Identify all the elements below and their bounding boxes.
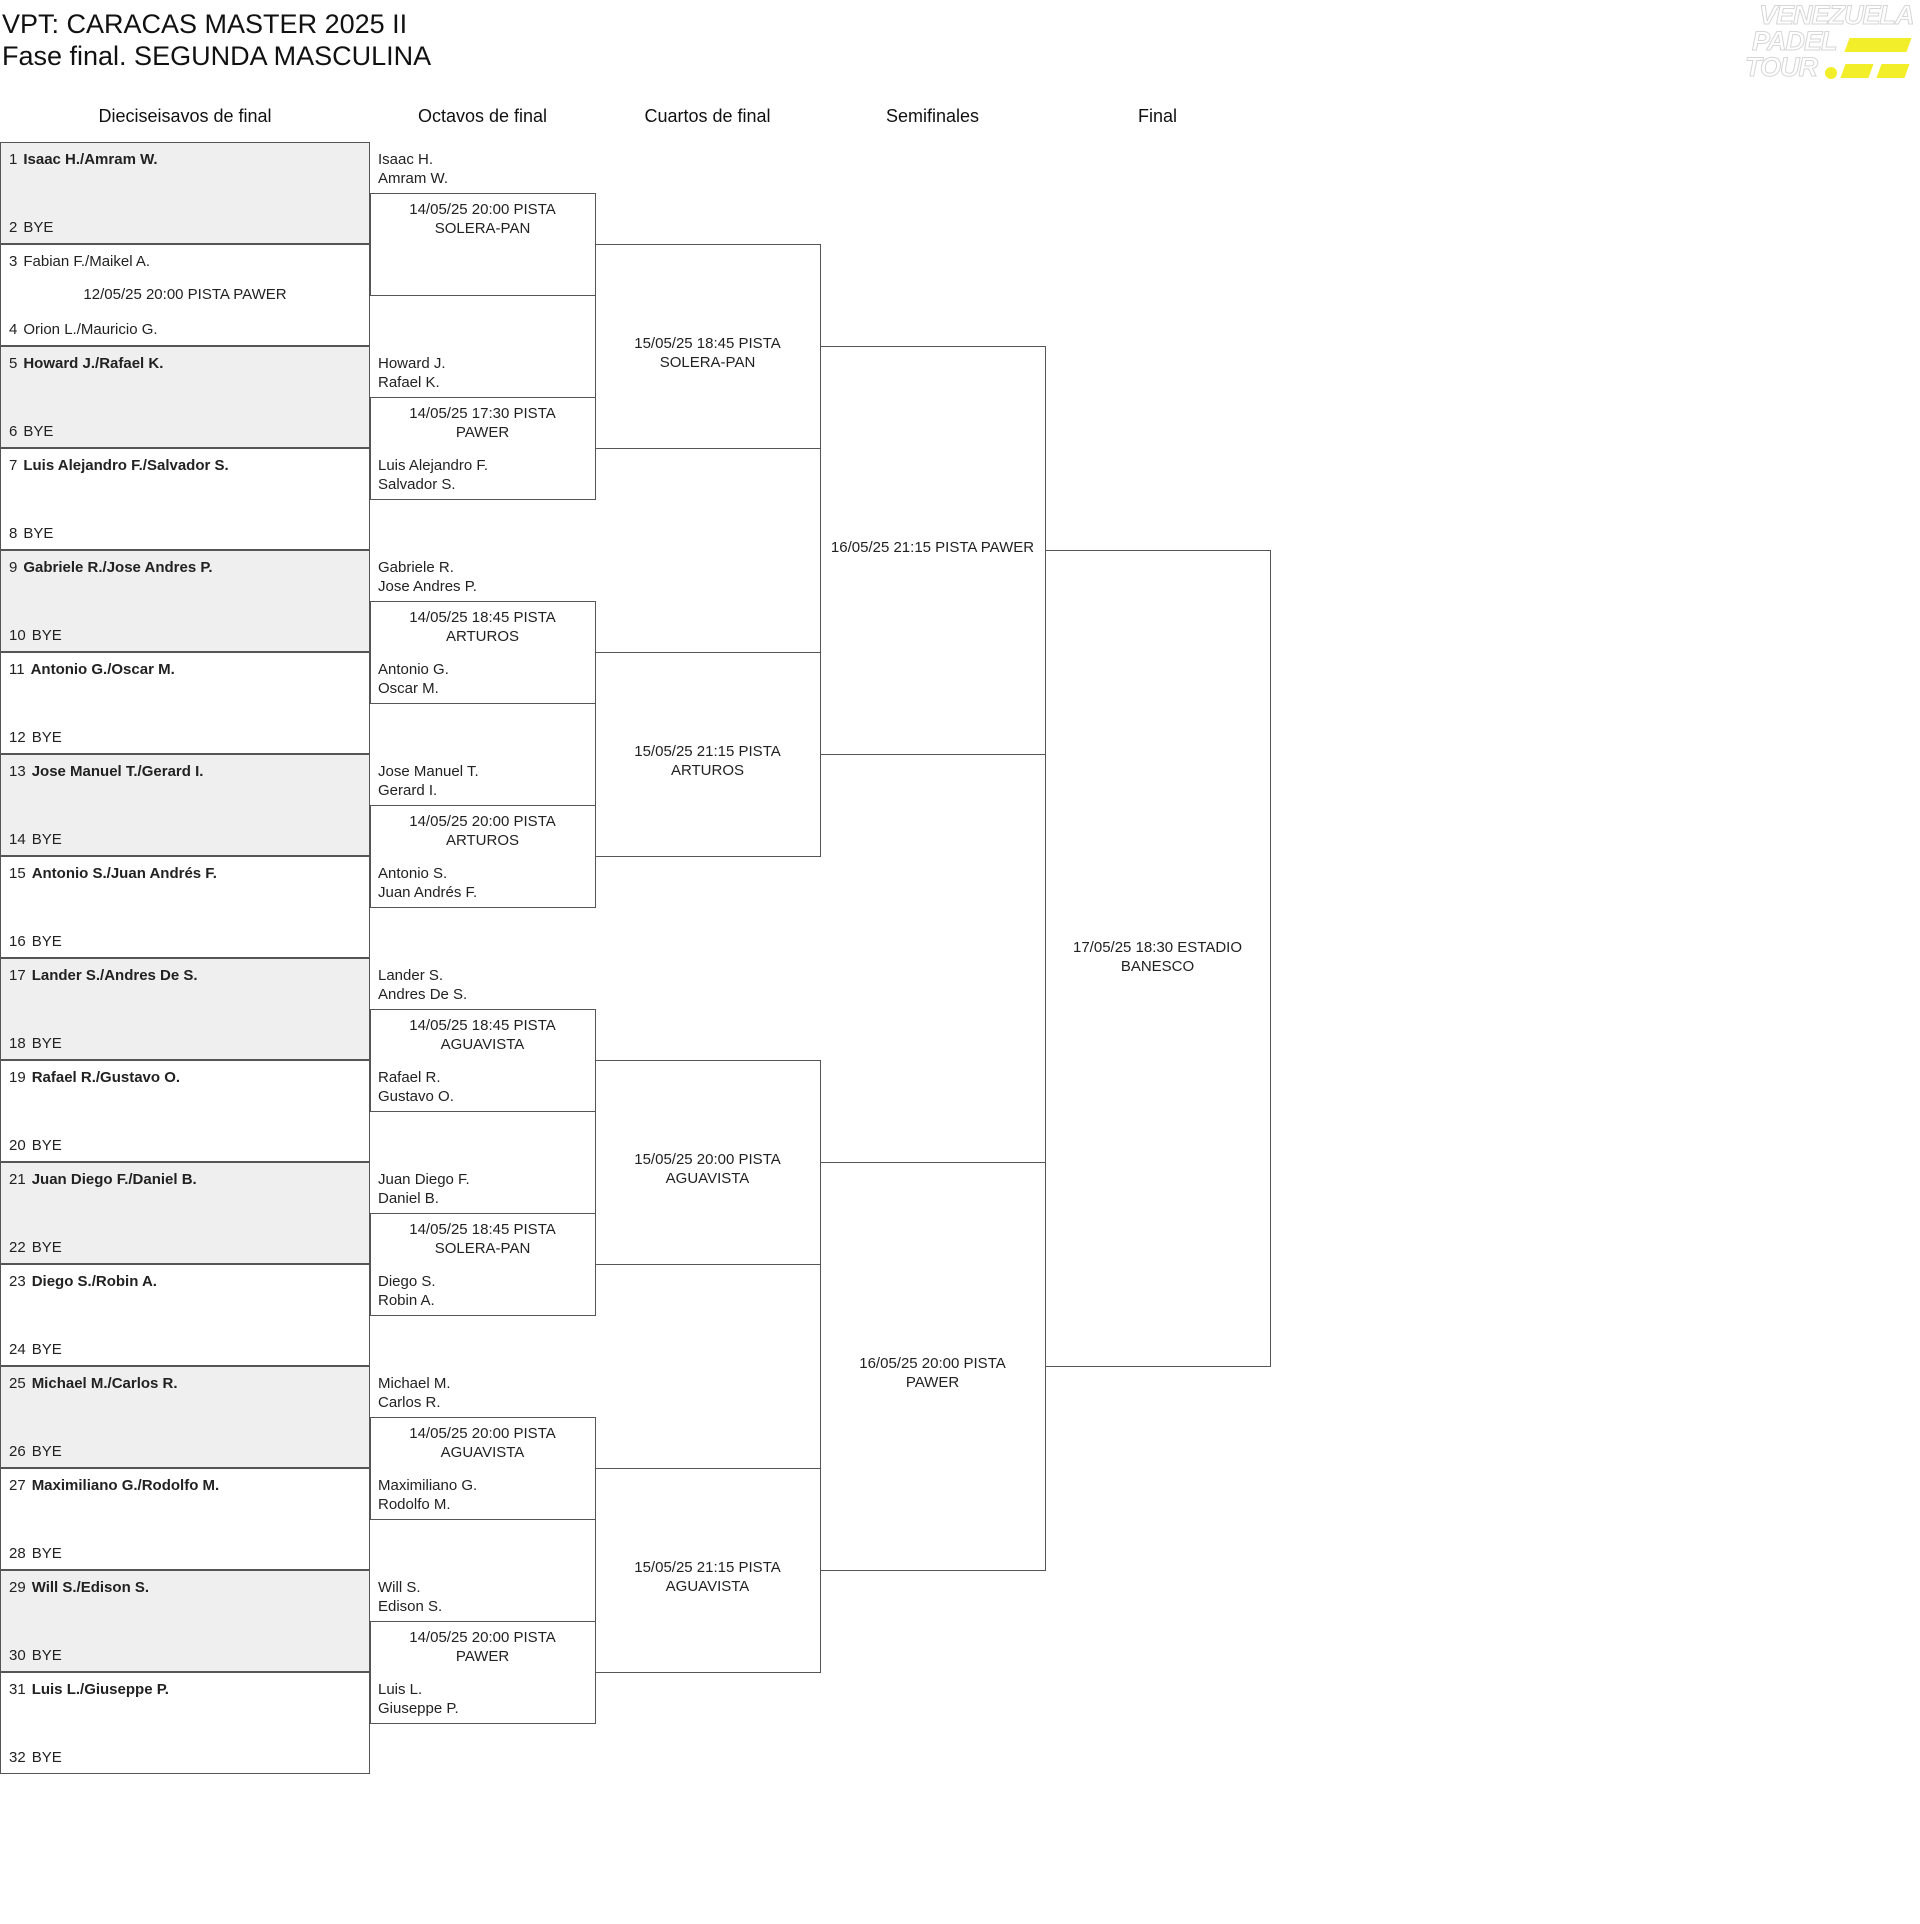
team-name: Antonio S./Juan Andrés F. bbox=[31, 865, 217, 882]
player-name: Carlos R. bbox=[378, 1394, 441, 1411]
seed-number: 32 bbox=[9, 1749, 26, 1766]
team-name: Fabian F./Maikel A. bbox=[23, 253, 151, 270]
team-slot-bottom bbox=[9, 1035, 62, 1053]
team-slot-bottom bbox=[9, 1443, 62, 1461]
schedule-line: 14/05/25 20:00 PISTA bbox=[409, 1425, 556, 1442]
r16-team-entry bbox=[378, 1578, 442, 1616]
match-schedule bbox=[370, 200, 595, 238]
team-name: Isaac H./Amram W. bbox=[23, 151, 158, 168]
team-slot-bottom bbox=[9, 1341, 62, 1359]
seed-number: 29 bbox=[9, 1579, 26, 1596]
schedule-line: SOLERA-PAN bbox=[434, 220, 531, 237]
r32-match-box bbox=[0, 652, 370, 754]
team-slot-top bbox=[9, 457, 229, 475]
player-name: Salvador S. bbox=[378, 476, 456, 493]
seed-number: 11 bbox=[9, 661, 25, 678]
team-slot-bottom bbox=[9, 627, 62, 645]
seed-number: 23 bbox=[9, 1273, 26, 1290]
seed-number: 4 bbox=[9, 321, 18, 338]
team-name: BYE bbox=[31, 831, 62, 848]
team-name: BYE bbox=[31, 933, 62, 950]
player-name: Will S. bbox=[378, 1579, 421, 1596]
match-schedule bbox=[820, 538, 1045, 557]
seed-number: 16 bbox=[9, 933, 26, 950]
team-name: Orion L./Mauricio G. bbox=[23, 321, 158, 338]
team-slot-top bbox=[9, 1069, 180, 1087]
team-name: Will S./Edison S. bbox=[31, 1579, 150, 1596]
team-slot-top bbox=[9, 253, 150, 271]
player-name: Isaac H. bbox=[378, 151, 434, 168]
schedule-line: 14/05/25 18:45 PISTA bbox=[409, 1017, 556, 1034]
r16-team-entry bbox=[378, 966, 467, 1004]
r32-match-box bbox=[0, 1672, 370, 1774]
team-name: Juan Diego F./Daniel B. bbox=[31, 1171, 197, 1188]
player-name: Gustavo O. bbox=[378, 1088, 454, 1105]
team-name: Michael M./Carlos R. bbox=[31, 1375, 178, 1392]
team-slot-top bbox=[9, 1579, 149, 1597]
r32-match-box bbox=[0, 856, 370, 958]
player-name: Amram W. bbox=[378, 170, 448, 187]
r32-match-box bbox=[0, 244, 370, 346]
seed-number: 17 bbox=[9, 967, 26, 984]
schedule-line: 14/05/25 18:45 PISTA bbox=[409, 1221, 556, 1238]
schedule-line: AGUAVISTA bbox=[440, 1036, 525, 1053]
r32-match-box bbox=[0, 754, 370, 856]
seed-number: 25 bbox=[9, 1375, 26, 1392]
seed-number: 10 bbox=[9, 627, 26, 644]
player-name: Howard J. bbox=[378, 355, 446, 372]
r16-team-entry bbox=[378, 558, 477, 596]
schedule-line: 15/05/25 18:45 PISTA bbox=[634, 335, 781, 352]
logo-line: TOUR bbox=[1745, 52, 1818, 82]
seed-number: 14 bbox=[9, 831, 26, 848]
r32-match-box bbox=[0, 550, 370, 652]
team-name: BYE bbox=[23, 423, 54, 440]
team-slot-bottom bbox=[9, 423, 53, 441]
r16-team-entry bbox=[378, 354, 446, 392]
seed-number: 27 bbox=[9, 1477, 26, 1494]
team-slot-bottom bbox=[9, 729, 62, 747]
player-name: Giuseppe P. bbox=[378, 1700, 459, 1717]
seed-number: 24 bbox=[9, 1341, 26, 1358]
round-header-r16: Octavos de final bbox=[417, 106, 548, 126]
team-name: Jose Manuel T./Gerard I. bbox=[31, 763, 204, 780]
team-name: BYE bbox=[31, 1647, 62, 1664]
r32-match-box bbox=[0, 1162, 370, 1264]
seed-number: 30 bbox=[9, 1647, 26, 1664]
team-name: BYE bbox=[23, 525, 54, 542]
logo-accent-bar bbox=[1844, 38, 1911, 52]
schedule-line: SOLERA-PAN bbox=[659, 354, 756, 371]
schedule-line: 15/05/25 20:00 PISTA bbox=[634, 1151, 781, 1168]
schedule-line: 15/05/25 21:15 PISTA bbox=[634, 743, 781, 760]
seed-number: 22 bbox=[9, 1239, 26, 1256]
schedule-line: 14/05/25 20:00 PISTA bbox=[409, 201, 556, 218]
r32-match-box bbox=[0, 1570, 370, 1672]
round-header-r32: Dieciseisavos de final bbox=[98, 106, 272, 126]
seed-number: 6 bbox=[9, 423, 18, 440]
team-slot-bottom bbox=[9, 1647, 62, 1665]
team-slot-bottom bbox=[9, 1239, 62, 1257]
schedule-line: 14/05/25 18:45 PISTA bbox=[409, 609, 556, 626]
player-name: Lander S. bbox=[378, 967, 444, 984]
match-schedule bbox=[370, 812, 595, 850]
logo-accent-bar bbox=[1840, 64, 1873, 78]
team-name: BYE bbox=[31, 1341, 62, 1358]
match-schedule bbox=[1045, 938, 1270, 976]
page-title: VPT: CARACAS MASTER 2025 II bbox=[2, 9, 408, 39]
schedule-line: 16/05/25 21:15 PISTA PAWER bbox=[830, 539, 1035, 556]
team-name: BYE bbox=[31, 729, 62, 746]
seed-number: 1 bbox=[9, 151, 18, 168]
player-name: Maximiliano G. bbox=[378, 1477, 478, 1494]
seed-number: 19 bbox=[9, 1069, 26, 1086]
round-header-final: Final bbox=[1137, 106, 1177, 126]
player-name: Luis Alejandro F. bbox=[378, 457, 489, 474]
team-name: BYE bbox=[31, 1239, 62, 1256]
round-header-qf: Cuartos de final bbox=[644, 106, 771, 126]
team-slot-bottom bbox=[9, 321, 158, 339]
team-slot-bottom bbox=[9, 219, 53, 237]
team-slot-bottom bbox=[9, 525, 53, 543]
seed-number: 2 bbox=[9, 219, 18, 236]
team-name: Gabriele R./Jose Andres P. bbox=[23, 559, 213, 576]
round-header-sf: Semifinales bbox=[885, 106, 980, 126]
seed-number: 26 bbox=[9, 1443, 26, 1460]
team-slot-bottom bbox=[9, 831, 62, 849]
team-name: BYE bbox=[31, 1749, 62, 1766]
r32-match-box bbox=[0, 958, 370, 1060]
player-name: Oscar M. bbox=[378, 680, 439, 697]
team-name: Luis Alejandro F./Salvador S. bbox=[23, 457, 229, 474]
schedule-line: 14/05/25 20:00 PISTA bbox=[409, 1629, 556, 1646]
match-schedule bbox=[820, 1354, 1045, 1392]
seed-number: 15 bbox=[9, 865, 26, 882]
schedule-line: 14/05/25 17:30 PISTA bbox=[409, 405, 556, 422]
r32-match-box bbox=[0, 1366, 370, 1468]
seed-number: 21 bbox=[9, 1171, 26, 1188]
team-name: Luis L./Giuseppe P. bbox=[31, 1681, 169, 1698]
team-name: BYE bbox=[31, 1035, 62, 1052]
schedule-line: ARTUROS bbox=[445, 628, 520, 645]
schedule-line: AGUAVISTA bbox=[665, 1578, 750, 1595]
player-name: Diego S. bbox=[378, 1273, 436, 1290]
schedule-line: PAWER bbox=[455, 424, 510, 441]
seed-number: 5 bbox=[9, 355, 18, 372]
match-schedule bbox=[595, 1558, 820, 1596]
team-slot-top bbox=[9, 1477, 219, 1495]
seed-number: 18 bbox=[9, 1035, 26, 1052]
r32-match-box bbox=[0, 1468, 370, 1570]
player-name: Juan Andrés F. bbox=[378, 884, 478, 901]
player-name: Juan Diego F. bbox=[378, 1171, 470, 1188]
player-name: Gerard I. bbox=[378, 782, 438, 799]
schedule-line: 16/05/25 20:00 PISTA bbox=[859, 1355, 1006, 1372]
r32-match-box bbox=[0, 142, 370, 244]
player-name: Gabriele R. bbox=[378, 559, 454, 576]
logo-line: VENEZUELA bbox=[1759, 0, 1914, 30]
team-name: Maximiliano G./Rodolfo M. bbox=[31, 1477, 220, 1494]
team-slot-top bbox=[9, 967, 198, 985]
r32-match-box bbox=[0, 1264, 370, 1366]
schedule-line: 15/05/25 21:15 PISTA bbox=[634, 1559, 781, 1576]
match-schedule bbox=[370, 1016, 595, 1054]
seed-number: 3 bbox=[9, 253, 18, 270]
player-name: Jose Manuel T. bbox=[378, 763, 479, 780]
seed-number: 13 bbox=[9, 763, 26, 780]
schedule-line: ARTUROS bbox=[670, 762, 745, 779]
player-name: Antonio S. bbox=[378, 865, 448, 882]
seed-number: 28 bbox=[9, 1545, 26, 1562]
player-name: Antonio G. bbox=[378, 661, 449, 678]
player-name: Andres De S. bbox=[378, 986, 468, 1003]
match-schedule: 12/05/25 20:00 PISTA PAWER bbox=[83, 286, 287, 303]
schedule-line: ARTUROS bbox=[445, 832, 520, 849]
schedule-line: PAWER bbox=[905, 1374, 960, 1391]
team-name: BYE bbox=[23, 219, 54, 236]
logo-accent-dot bbox=[1825, 67, 1837, 79]
match-schedule bbox=[370, 1220, 595, 1258]
team-slot-top bbox=[9, 1375, 178, 1393]
player-name: Rafael K. bbox=[378, 374, 440, 391]
logo-line: PADEL bbox=[1752, 26, 1837, 56]
logo-accent-bar bbox=[1876, 64, 1909, 78]
team-name: Rafael R./Gustavo O. bbox=[31, 1069, 181, 1086]
team-slot-bottom bbox=[9, 933, 62, 951]
team-name: Diego S./Robin A. bbox=[31, 1273, 157, 1290]
team-slot-top bbox=[9, 151, 158, 169]
schedule-line: 14/05/25 20:00 PISTA bbox=[409, 813, 556, 830]
r16-team-entry bbox=[378, 150, 448, 188]
match-schedule bbox=[370, 404, 595, 442]
team-slot-bottom bbox=[9, 1749, 62, 1767]
team-name: Howard J./Rafael K. bbox=[23, 355, 164, 372]
team-slot-bottom bbox=[9, 1545, 62, 1563]
team-slot-top bbox=[9, 1273, 157, 1291]
team-slot-top bbox=[9, 763, 203, 781]
player-name: Rafael R. bbox=[378, 1069, 441, 1086]
seed-number: 12 bbox=[9, 729, 26, 746]
seed-number: 20 bbox=[9, 1137, 26, 1154]
player-name: Michael M. bbox=[378, 1375, 451, 1392]
match-schedule bbox=[370, 1628, 595, 1666]
team-slot-top bbox=[9, 865, 217, 883]
schedule-line: SOLERA-PAN bbox=[434, 1240, 531, 1257]
match-schedule bbox=[370, 1424, 595, 1462]
team-slot-top bbox=[9, 559, 213, 577]
r32-match-box bbox=[0, 448, 370, 550]
schedule-line: PAWER bbox=[455, 1648, 510, 1665]
match-schedule bbox=[595, 1150, 820, 1188]
page-subtitle: Fase final. SEGUNDA MASCULINA bbox=[2, 41, 432, 71]
team-name: Antonio G./Oscar M. bbox=[30, 661, 175, 678]
venezuela-padel-tour-logo bbox=[1745, 2, 1917, 80]
match-schedule bbox=[595, 334, 820, 372]
player-name: Robin A. bbox=[378, 1292, 435, 1309]
r32-match-box bbox=[0, 1060, 370, 1162]
player-name: Jose Andres P. bbox=[378, 578, 477, 595]
seed-number: 9 bbox=[9, 559, 18, 576]
team-slot-top bbox=[9, 1171, 197, 1189]
team-name: Lander S./Andres De S. bbox=[31, 967, 198, 984]
team-name: BYE bbox=[31, 1545, 62, 1562]
seed-number: 8 bbox=[9, 525, 18, 542]
team-slot-top bbox=[9, 1681, 169, 1699]
schedule-line: 17/05/25 18:30 ESTADIO bbox=[1073, 939, 1242, 956]
match-schedule bbox=[595, 742, 820, 780]
team-slot-bottom bbox=[9, 1137, 62, 1155]
r16-team-entry bbox=[378, 762, 479, 800]
seed-number: 31 bbox=[9, 1681, 26, 1698]
team-slot-top bbox=[9, 355, 163, 373]
team-slot-top bbox=[9, 661, 175, 679]
r32-match-box bbox=[0, 346, 370, 448]
player-name: Luis L. bbox=[378, 1681, 423, 1698]
match-schedule bbox=[370, 608, 595, 646]
team-name: BYE bbox=[31, 1137, 62, 1154]
r16-team-entry bbox=[378, 1170, 470, 1208]
schedule-line: AGUAVISTA bbox=[440, 1444, 525, 1461]
schedule-line: BANESCO bbox=[1120, 958, 1195, 975]
r16-team-entry bbox=[378, 1374, 451, 1412]
team-name: BYE bbox=[31, 1443, 62, 1460]
team-name: BYE bbox=[31, 627, 62, 644]
player-name: Daniel B. bbox=[378, 1190, 439, 1207]
player-name: Rodolfo M. bbox=[378, 1496, 451, 1513]
seed-number: 7 bbox=[9, 457, 18, 474]
schedule-line: AGUAVISTA bbox=[665, 1170, 750, 1187]
player-name: Edison S. bbox=[378, 1598, 443, 1615]
